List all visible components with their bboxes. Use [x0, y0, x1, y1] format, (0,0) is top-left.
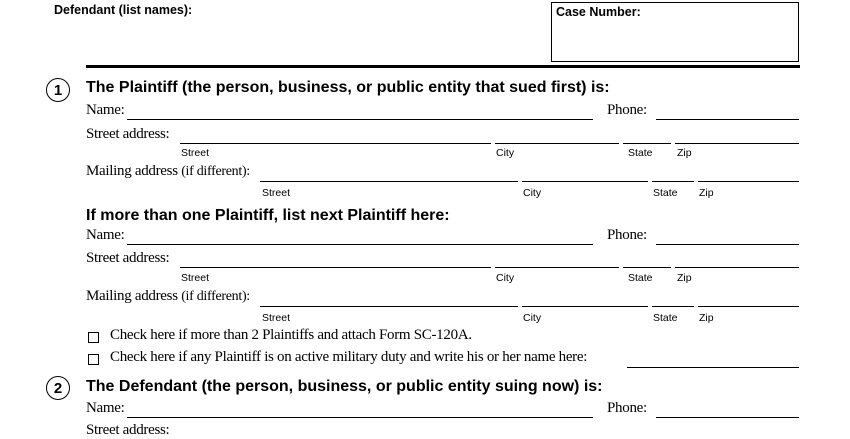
plaintiff-name-field[interactable]	[127, 119, 593, 120]
plaintiff-phone-label: Phone:	[607, 102, 647, 118]
city-caption: City	[523, 187, 542, 199]
plaintiff2-street-address-label: Street address:	[86, 250, 170, 266]
plaintiff-phone-field[interactable]	[656, 119, 799, 120]
more-than-two-plaintiffs-checkbox[interactable]	[88, 332, 99, 343]
plaintiff-mailing-address-label	[86, 163, 250, 180]
state-caption: State	[653, 312, 678, 324]
state-caption: State	[628, 272, 653, 284]
defendant-list-label: Defendant (list names):	[54, 3, 193, 17]
plaintiff-street-address-label: Street address:	[86, 126, 170, 142]
street-caption: Street	[181, 147, 210, 159]
street-caption: Street	[181, 272, 210, 284]
plaintiff2-mailing-city-field[interactable]	[522, 306, 648, 307]
plaintiff2-state-field[interactable]	[623, 267, 671, 268]
plaintiff-state-field[interactable]	[623, 143, 671, 144]
more-than-two-plaintiffs-label: Check here if more than 2 Plaintiffs and attach Form SC-120A.	[110, 327, 472, 343]
city-caption: City	[496, 147, 515, 159]
military-duty-label: Check here if any Plaintiff is on active military duty and write his or her name here:	[110, 349, 588, 365]
defendant-phone-field[interactable]	[656, 417, 799, 418]
city-caption: City	[496, 272, 515, 284]
plaintiff-mailing-state-field[interactable]	[652, 181, 694, 182]
plaintiff2-street-field[interactable]	[180, 267, 491, 268]
plaintiff2-name-label: Name:	[86, 227, 125, 243]
plaintiff2-mailing-zip-field[interactable]	[698, 306, 799, 307]
military-name-field[interactable]	[627, 367, 799, 368]
mailing-address-text: Mailing address	[86, 163, 178, 179]
defendant-name-label: Name:	[86, 400, 125, 416]
military-duty-checkbox[interactable]	[88, 354, 99, 365]
zip-caption: Zip	[699, 312, 714, 324]
street-caption: Street	[262, 187, 291, 199]
section-divider	[86, 65, 800, 68]
zip-caption: Zip	[699, 187, 714, 199]
mailing-address-text: Mailing address	[86, 288, 178, 304]
section-1-number: 1	[46, 78, 70, 102]
city-caption: City	[523, 312, 542, 324]
defendant-phone-label: Phone:	[607, 400, 647, 416]
if-different-text: (if different):	[181, 164, 250, 179]
state-caption: State	[628, 147, 653, 159]
section-2-title: The Defendant (the person, business, or public entity suing now) is:	[86, 378, 603, 395]
plaintiff2-mailing-address-label	[86, 288, 250, 305]
if-different-text: (if different):	[181, 289, 250, 304]
zip-caption: Zip	[677, 272, 692, 284]
plaintiff2-phone-field[interactable]	[656, 244, 799, 245]
defendant-name-field[interactable]	[127, 417, 593, 418]
plaintiff-mailing-city-field[interactable]	[522, 181, 648, 182]
plaintiff-street-field[interactable]	[180, 143, 491, 144]
plaintiff2-phone-label: Phone:	[607, 227, 647, 243]
more-plaintiff-heading: If more than one Plaintiff, list next Plaintiff here:	[86, 207, 450, 224]
state-caption: State	[653, 187, 678, 199]
plaintiff2-mailing-street-field[interactable]	[260, 306, 518, 307]
plaintiff2-mailing-state-field[interactable]	[652, 306, 694, 307]
section-1-title: The Plaintiff (the person, business, or public entity that sued first) is:	[86, 79, 610, 96]
plaintiff-mailing-street-field[interactable]	[260, 181, 518, 182]
section-2-number: 2	[46, 376, 70, 400]
case-number-box[interactable]	[551, 2, 799, 62]
plaintiff-zip-field[interactable]	[675, 143, 799, 144]
defendant-street-address-label: Street address:	[86, 422, 170, 438]
zip-caption: Zip	[677, 147, 692, 159]
plaintiff-city-field[interactable]	[495, 143, 619, 144]
plaintiff2-zip-field[interactable]	[675, 267, 799, 268]
plaintiff2-city-field[interactable]	[495, 267, 619, 268]
plaintiff2-name-field[interactable]	[127, 244, 593, 245]
case-number-label: Case Number:	[556, 5, 641, 19]
street-caption: Street	[262, 312, 291, 324]
plaintiff-mailing-zip-field[interactable]	[698, 181, 799, 182]
plaintiff-name-label: Name:	[86, 102, 125, 118]
